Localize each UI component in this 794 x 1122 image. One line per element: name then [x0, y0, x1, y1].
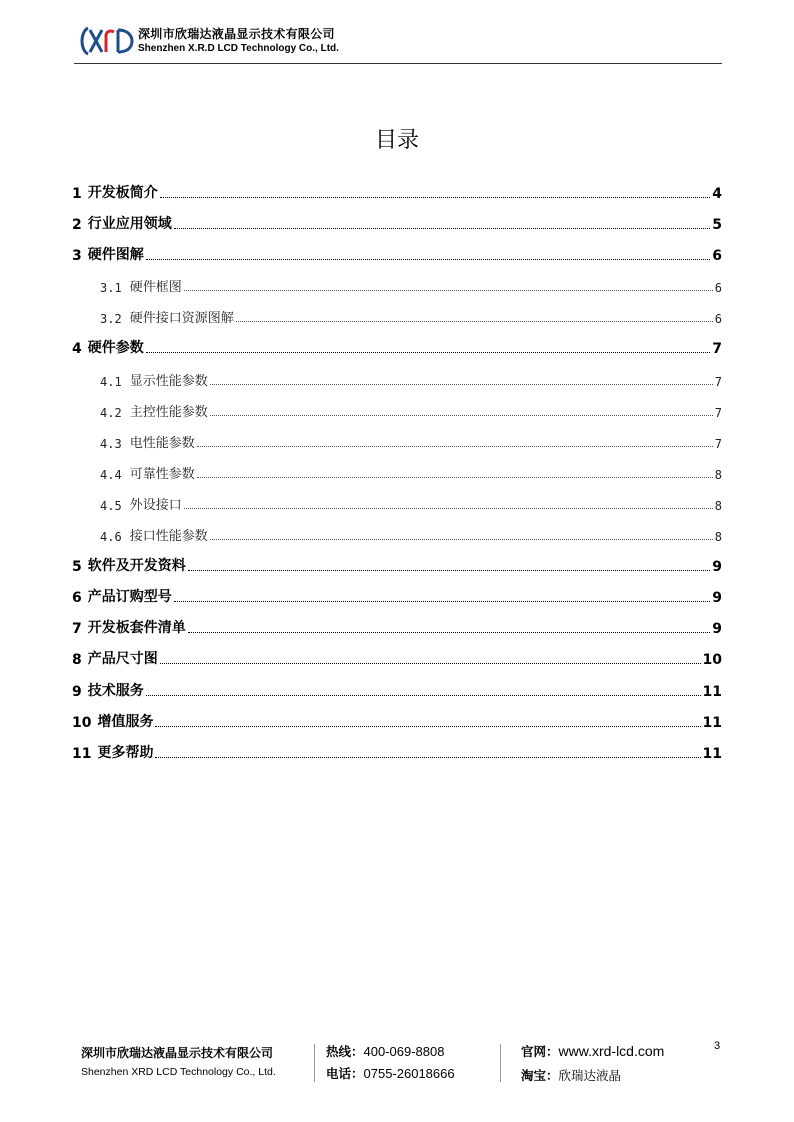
header-company-name-en: Shenzhen X.R.D LCD Technology Co., Ltd.: [138, 43, 339, 54]
toc-entry-page: 8: [714, 467, 722, 482]
page-title: 目录: [374, 128, 419, 153]
hotline-value: 400-069-8808: [363, 1044, 445, 1059]
toc-dot-leader: [236, 321, 713, 322]
footer-company-name-cn: 深圳市欣瑞达液晶显示技术有限公司: [81, 1046, 274, 1060]
website-label: 官网：: [521, 1044, 559, 1059]
toc-entry-page: 7: [714, 405, 722, 420]
toc-entry-number: 5: [72, 559, 82, 576]
phone-value: 0755-26018666: [363, 1066, 455, 1081]
toc-entry-label: 硬件图解: [87, 247, 144, 264]
toc-entry[interactable]: [72, 209, 722, 240]
toc-entry-number: 4: [72, 341, 82, 358]
toc-entry-page: 11: [702, 745, 722, 762]
toc-entry[interactable]: [72, 365, 722, 396]
toc-entry[interactable]: [72, 458, 722, 489]
toc-entry-number: 3.2: [100, 312, 122, 327]
toc-entry-page: 9: [712, 559, 722, 576]
page-footer: [0, 1036, 794, 1086]
toc-entry-label: 接口性能参数: [129, 529, 208, 545]
toc-dot-leader: [184, 290, 713, 291]
toc-entry-number: 11: [72, 745, 92, 762]
toc-entry[interactable]: [72, 302, 722, 333]
toc-dot-leader: [184, 508, 713, 509]
toc-entry-label: 行业应用领域: [87, 216, 172, 233]
toc-entry[interactable]: [72, 427, 722, 458]
toc-entry-label: 产品尺寸图: [87, 651, 158, 668]
toc-entry[interactable]: [72, 178, 722, 209]
toc-entry-number: 4.5: [100, 498, 122, 513]
toc-entry-page: 11: [702, 683, 722, 700]
footer-divider: [500, 1044, 501, 1082]
toc-dot-leader: [155, 726, 700, 727]
toc-entry[interactable]: [72, 271, 722, 302]
toc-entry-label: 硬件参数: [87, 340, 144, 357]
toc-entry-number: 8: [72, 652, 82, 669]
toc-dot-leader: [146, 695, 701, 696]
toc-entry-page: 8: [714, 530, 722, 545]
toc-entry-page: 9: [712, 621, 722, 638]
toc-entry-page: 6: [714, 312, 722, 327]
toc-entry-page: 9: [712, 590, 722, 607]
toc-entry-label: 产品订购型号: [87, 589, 172, 606]
toc-entry-number: 10: [72, 714, 92, 731]
toc-entry-page: 7: [714, 374, 722, 389]
footer-website: [521, 1042, 664, 1060]
toc-dot-leader: [155, 757, 700, 758]
table-of-contents: [72, 178, 722, 769]
toc-entry-page: 6: [712, 248, 722, 265]
footer-phone: [326, 1064, 455, 1082]
header-divider: [74, 63, 722, 64]
toc-entry-number: 6: [72, 590, 82, 607]
toc-entry-page: 7: [712, 341, 722, 358]
taobao-label: 淘宝：: [521, 1068, 559, 1083]
toc-entry-label: 更多帮助: [97, 744, 154, 761]
toc-dot-leader: [188, 570, 711, 571]
toc-entry-number: 2: [72, 217, 82, 234]
toc-entry-label: 软件及开发资料: [87, 558, 186, 575]
toc-dot-leader: [174, 228, 711, 229]
toc-entry-number: 1: [72, 186, 82, 202]
company-logo-icon: [78, 26, 134, 56]
taobao-store[interactable]: 欣瑞达液晶: [558, 1068, 622, 1083]
footer-hotline: [326, 1042, 444, 1060]
toc-entry-label: 显示性能参数: [129, 373, 208, 389]
phone-label: 电话：: [326, 1066, 364, 1081]
toc-entry[interactable]: [72, 240, 722, 271]
toc-entry-label: 开发板简介: [87, 185, 158, 201]
toc-entry-label: 主控性能参数: [129, 404, 208, 420]
toc-entry-page: 11: [702, 714, 722, 731]
toc-entry[interactable]: [72, 551, 722, 582]
toc-entry-number: 4.3: [100, 436, 122, 451]
toc-entry[interactable]: [72, 396, 722, 427]
toc-entry-label: 增值服务: [97, 713, 154, 730]
toc-entry[interactable]: [72, 644, 722, 675]
toc-entry-label: 可靠性参数: [129, 466, 195, 482]
toc-dot-leader: [174, 601, 711, 602]
toc-entry-number: 4.6: [100, 530, 122, 545]
toc-dot-leader: [197, 477, 713, 478]
toc-entry-page: 8: [714, 498, 722, 513]
toc-entry[interactable]: [72, 489, 722, 520]
toc-entry[interactable]: [72, 707, 722, 738]
toc-entry-number: 3.1: [100, 281, 122, 296]
toc-dot-leader: [210, 384, 713, 385]
toc-entry-page: 4: [712, 186, 722, 202]
toc-entry[interactable]: [72, 582, 722, 613]
toc-entry-number: 3: [72, 248, 82, 265]
toc-dot-leader: [210, 539, 713, 540]
hotline-label: 热线：: [326, 1044, 364, 1059]
toc-entry-label: 外设接口: [129, 497, 182, 513]
toc-entry[interactable]: [72, 738, 722, 769]
toc-entry-number: 4.2: [100, 405, 122, 420]
toc-entry-page: 5: [712, 217, 722, 234]
toc-entry-label: 硬件框图: [129, 280, 182, 296]
footer-company-name-en: Shenzhen XRD LCD Technology Co., Ltd.: [81, 1066, 276, 1078]
toc-entry-label: 硬件接口资源图解: [129, 311, 234, 327]
toc-entry-number: 4.4: [100, 467, 122, 482]
page-number: 3: [714, 1040, 721, 1052]
toc-entry-label: 技术服务: [87, 682, 144, 699]
toc-dot-leader: [197, 446, 713, 447]
page-header: [74, 22, 722, 62]
toc-dot-leader: [188, 632, 711, 633]
toc-entry-number: 7: [72, 621, 82, 638]
toc-entry-label: 开发板套件清单: [87, 620, 186, 637]
toc-dot-leader: [146, 352, 711, 353]
toc-entry-page: 7: [714, 436, 722, 451]
toc-entry-number: 9: [72, 683, 82, 700]
footer-divider: [314, 1044, 315, 1082]
toc-dot-leader: [160, 663, 701, 664]
toc-entry-page: 6: [714, 281, 722, 296]
toc-entry-number: 4.1: [100, 374, 122, 389]
toc-dot-leader: [160, 197, 711, 198]
toc-dot-leader: [146, 259, 711, 260]
toc-entry[interactable]: [72, 613, 722, 644]
toc-entry[interactable]: [72, 676, 722, 707]
toc-entry[interactable]: [72, 520, 722, 551]
website-link[interactable]: www.xrd-lcd.com: [558, 1043, 665, 1059]
toc-dot-leader: [210, 415, 713, 416]
footer-taobao: [521, 1066, 621, 1084]
toc-entry[interactable]: [72, 333, 722, 364]
toc-entry-page: 10: [702, 652, 722, 669]
toc-entry-label: 电性能参数: [129, 435, 195, 451]
header-company-name-cn: 深圳市欣瑞达液晶显示技术有限公司: [138, 27, 335, 41]
